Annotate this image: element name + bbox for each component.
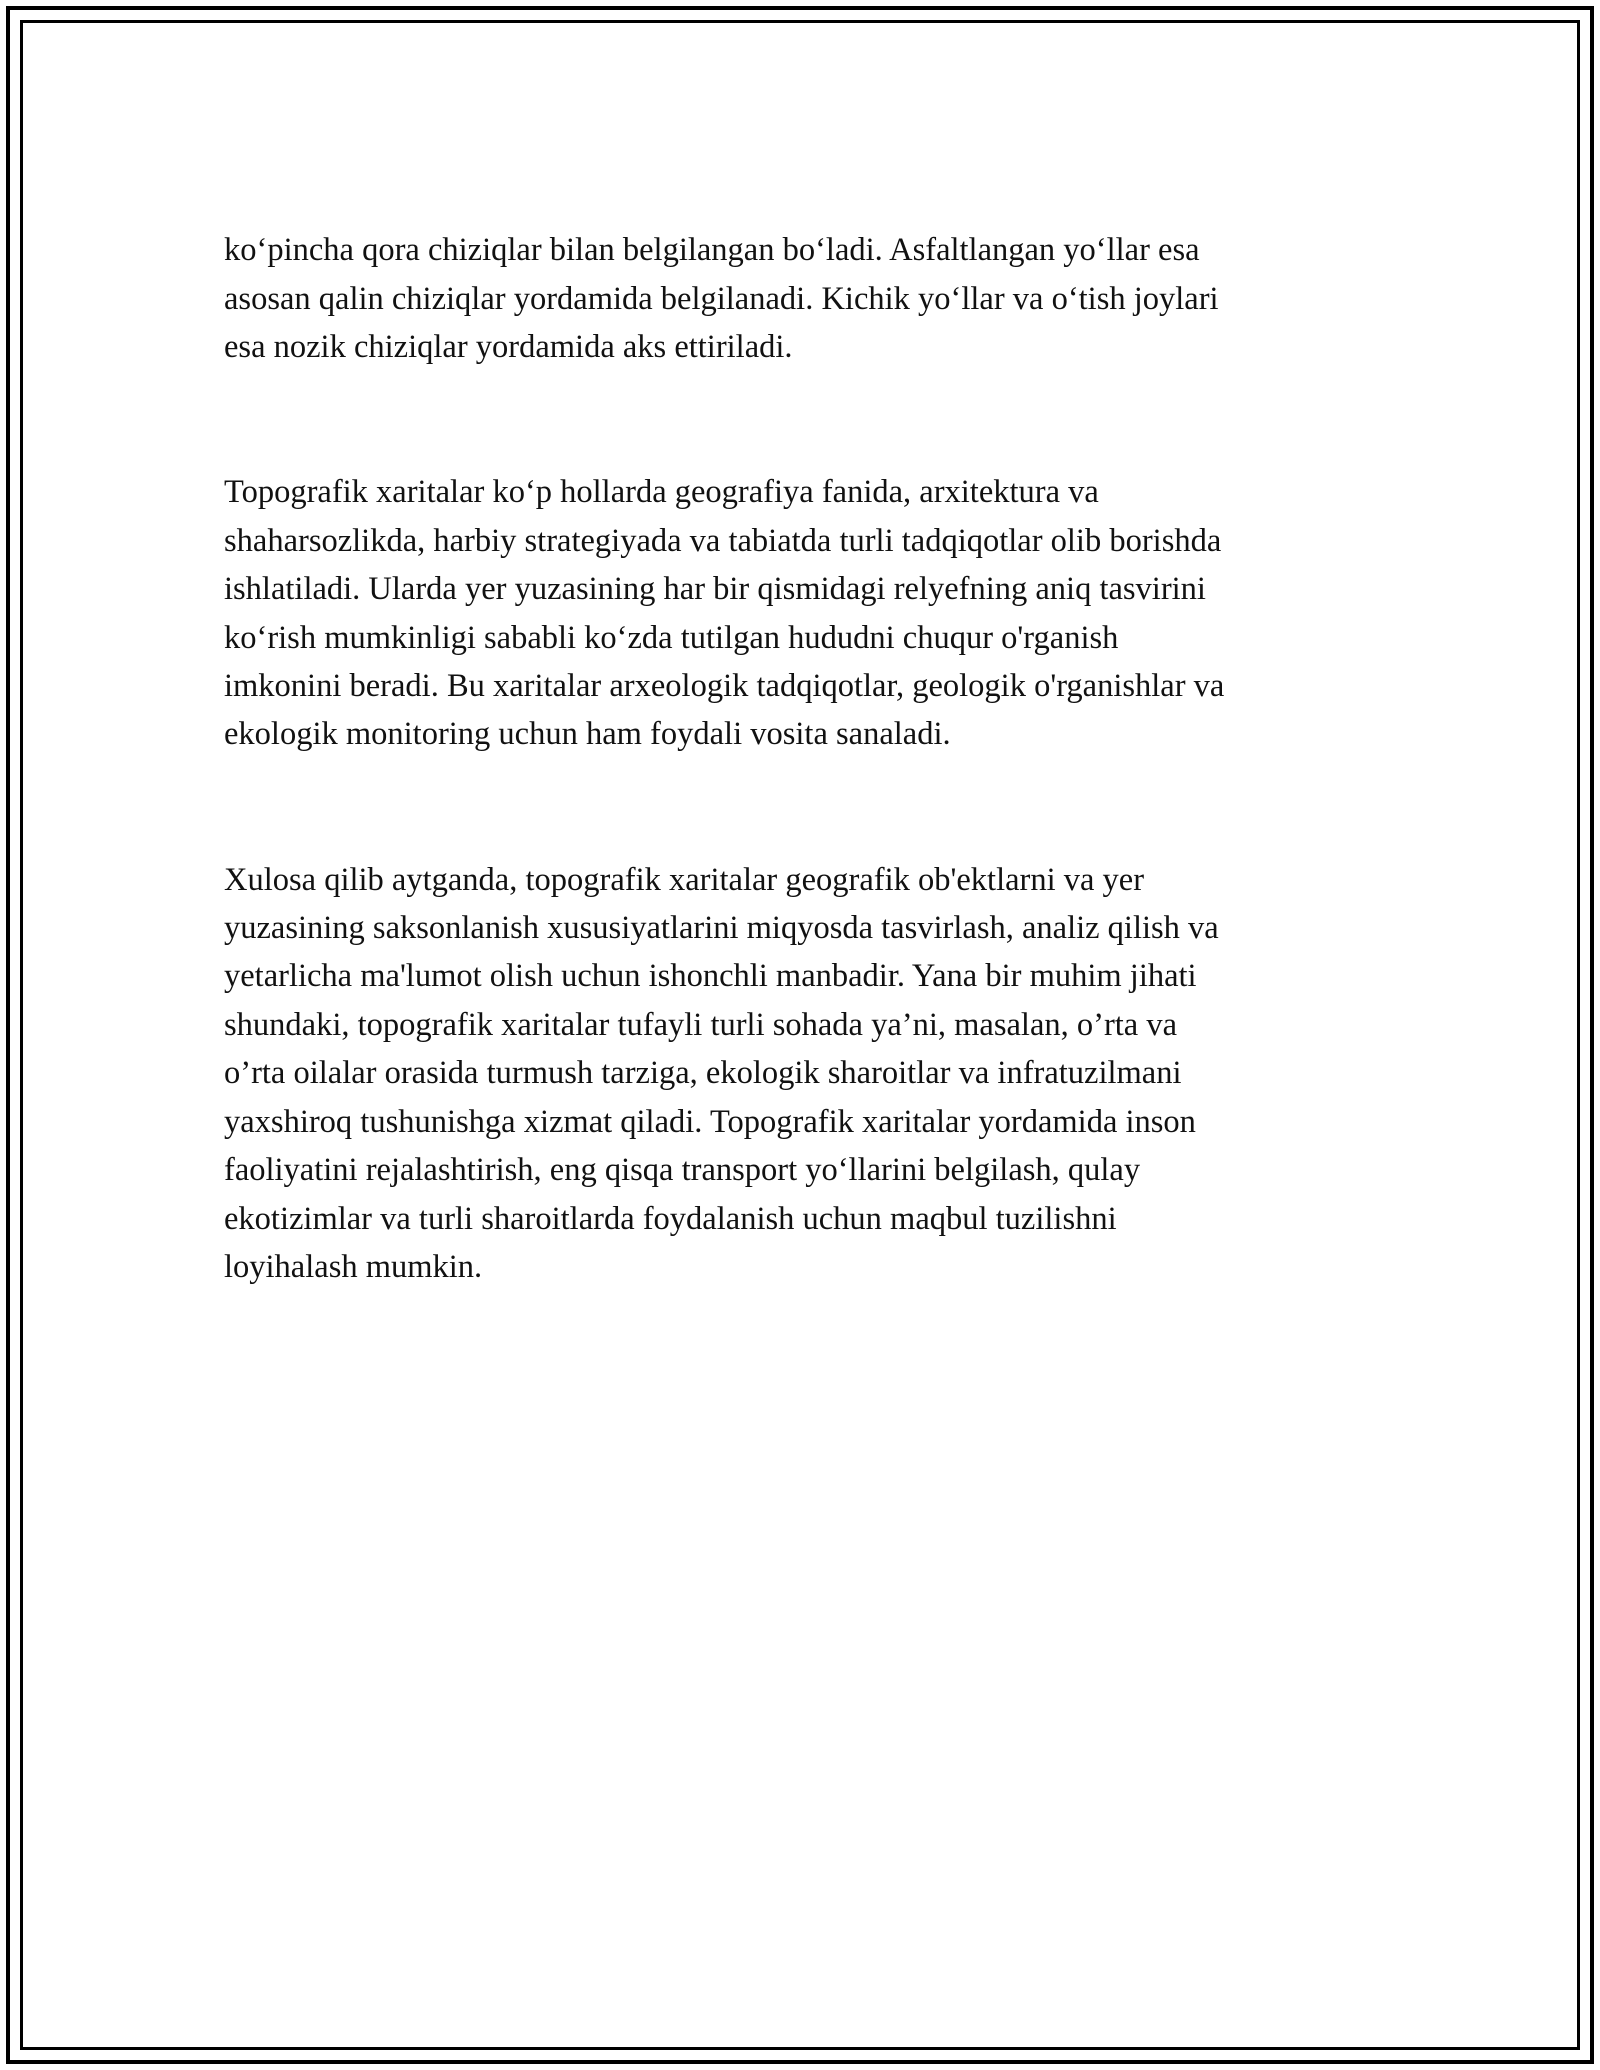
paragraph-conclusion: Xulosa qilib aytganda, topografik xaritalar geografik ob'ektlarni va yer yuzasining saksonlanish xususiyatlarini miqyosda tasvirlash, analiz qilish va yetarlicha ma'lumot olish uchun ishonchli manbadir. Yana bir muhim jihati shundaki, topografik xaritalar tufayli turli sohada ya’ni, masalan, o’rta va o’rta oilalar orasida turmush tarziga, ekologik sharoitlar va infratuzilmani yaxshiroq tushunishga xizmat qiladi. Topografik xaritalar yordamida inson faoliyatini rejalashtirish, eng qisqa transport yo‘llarini belgilash, qulay ekotizimlar va turli sharoitlarda foydalanish uchun maqbul tuzilishni loyihalash mumkin. (224, 861, 1219, 1285)
paragraph-road-markings: ko‘pincha qora chiziqlar bilan belgilangan bo‘ladi. Asfaltlangan yo‘llar esa asosan qalin chiziqlar yordamida belgilanadi. Kichik yo‘llar va o‘tish joylari esa nozik chiziqlar yordamida aks ettiriladi. (224, 232, 1219, 366)
paragraph-topographic-uses: Topografik xaritalar ko‘p hollarda geografiya fanida, arxitektura va shaharsozlikda, harbiy strategiyada va tabiatda turli tadqiqotlar olib borishda ishlatiladi. Ularda yer yuzasining har bir qismidagi relyefning aniq tasvirini ko‘rish mumkinligi sababli ko‘zda tutilgan hududni chuqur o'rganish imkonini beradi. Bu xaritalar arxeologik tadqiqotlar, geologik o'rganishlar va ekologik monitoring uchun ham foydali vosita sanaladi. (224, 474, 1225, 753)
document-body (224, 178, 1379, 1388)
